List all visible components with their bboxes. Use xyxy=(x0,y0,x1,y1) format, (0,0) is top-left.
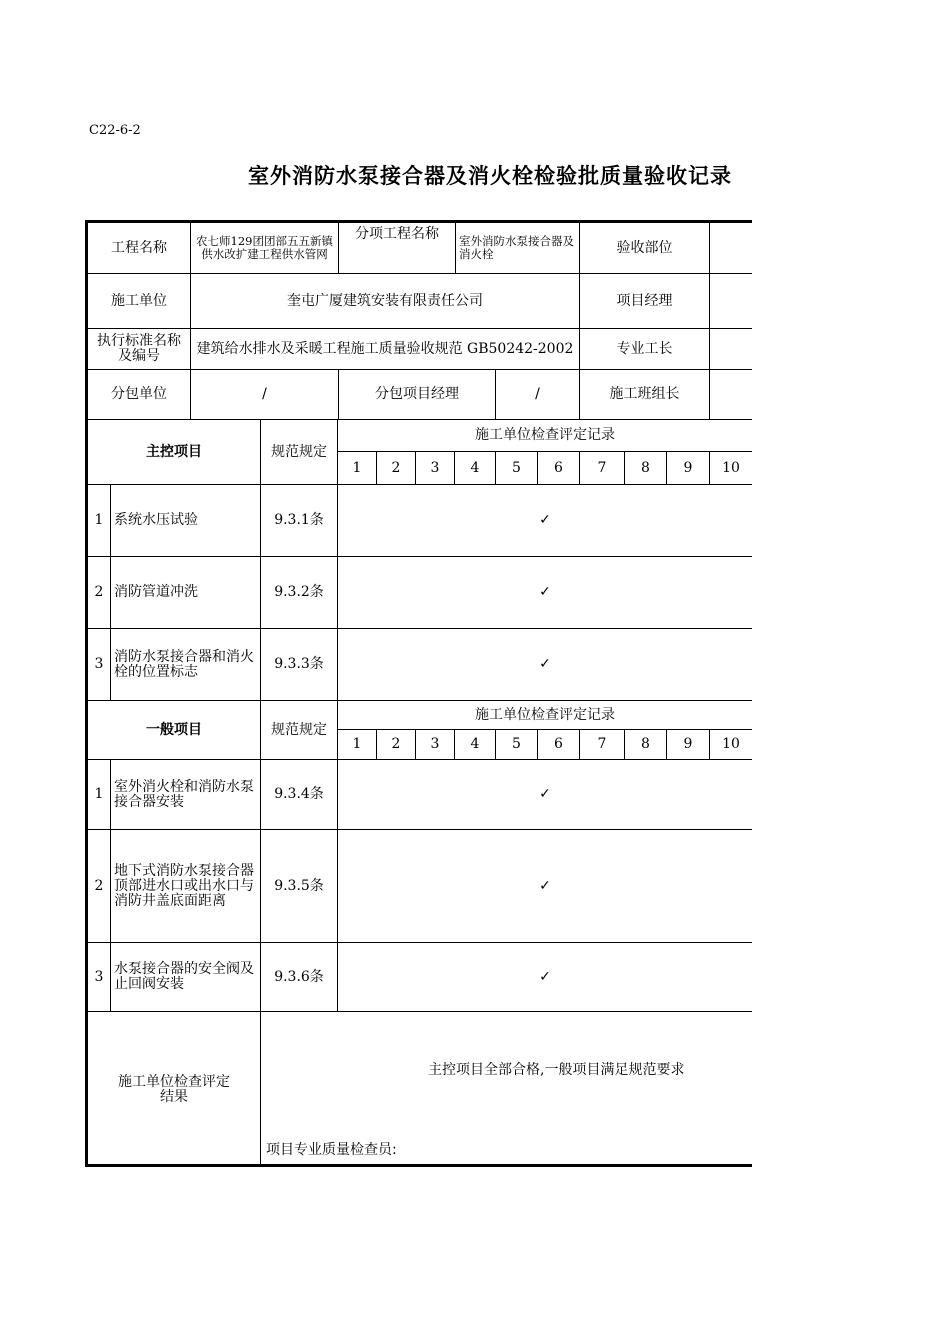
main-control-spec-label: 规范规定 xyxy=(261,420,338,485)
project-manager-label: 项目经理 xyxy=(580,274,710,329)
general-col-6: 6 xyxy=(538,730,580,760)
main-col-9: 9 xyxy=(667,452,710,485)
general-item-1-no: 1 xyxy=(88,760,111,830)
main-item-1-check: ✓ xyxy=(338,485,752,557)
general-col-9: 9 xyxy=(667,730,710,760)
main-col-7: 7 xyxy=(580,452,625,485)
main-col-8: 8 xyxy=(625,452,667,485)
general-col-5: 5 xyxy=(496,730,538,760)
sub-manager-label: 分包项目经理 xyxy=(339,370,496,420)
general-item-3-no: 3 xyxy=(88,943,111,1012)
general-col-8: 8 xyxy=(625,730,667,760)
main-item-1-no: 1 xyxy=(88,485,111,557)
document-code: C22-6-2 xyxy=(89,123,141,138)
main-item-1-name: 系统水压试验 xyxy=(111,485,261,557)
main-col-10: 10 xyxy=(710,452,752,485)
general-col-2: 2 xyxy=(377,730,416,760)
main-col-1: 1 xyxy=(338,452,377,485)
main-item-3-name: 消防水泵接合器和消火栓的位置标志 xyxy=(111,629,261,701)
general-item-2-check: ✓ xyxy=(338,830,752,943)
general-spec-label: 规范规定 xyxy=(261,701,338,760)
main-control-section-label: 主控项目 xyxy=(88,420,261,485)
main-col-3: 3 xyxy=(416,452,455,485)
standard-label: 执行标准名称及编号 xyxy=(88,329,191,370)
main-control-record-label: 施工单位检查评定记录 xyxy=(338,420,752,452)
general-item-2-no: 2 xyxy=(88,830,111,943)
general-item-3-spec: 9.3.6条 xyxy=(261,943,338,1012)
project-name-label: 工程名称 xyxy=(88,223,191,274)
main-col-4: 4 xyxy=(455,452,496,485)
main-item-2-name: 消防管道冲洗 xyxy=(111,557,261,629)
subcontractor-value: / xyxy=(191,370,339,420)
team-leader-value xyxy=(710,370,752,420)
subproject-label: 分项工程名称 xyxy=(339,223,456,274)
general-col-7: 7 xyxy=(580,730,625,760)
foreman-value xyxy=(710,329,752,370)
subcontractor-label: 分包单位 xyxy=(88,370,191,420)
inspection-form xyxy=(85,220,752,1167)
sub-manager-value: / xyxy=(496,370,580,420)
main-col-2: 2 xyxy=(377,452,416,485)
general-section-label: 一般项目 xyxy=(88,701,261,760)
general-item-3-name: 水泵接合器的安全阀及止回阀安装 xyxy=(111,943,261,1012)
general-item-3-check: ✓ xyxy=(338,943,752,1012)
general-col-4: 4 xyxy=(455,730,496,760)
construction-unit-label: 施工单位 xyxy=(88,274,191,329)
general-item-2-name: 地下式消防水泵接合器顶部进水口或出水口与消防井盖底面距离 xyxy=(111,830,261,943)
acceptance-part-label: 验收部位 xyxy=(580,223,710,274)
general-col-3: 3 xyxy=(416,730,455,760)
inspector-label: 项目专业质量检查员: xyxy=(266,1142,397,1158)
main-col-6: 6 xyxy=(538,452,580,485)
foreman-label: 专业工长 xyxy=(580,329,710,370)
construction-unit-value: 奎屯广厦建筑安装有限责任公司 xyxy=(191,274,580,329)
general-item-2-spec: 9.3.5条 xyxy=(261,830,338,943)
result-text: 主控项目全部合格,一般项目满足规范要求 xyxy=(428,1062,685,1078)
project-name-value: 农七师129团团部五五新镇供水改扩建工程供水管网 xyxy=(191,223,339,274)
general-item-1-check: ✓ xyxy=(338,760,752,830)
general-record-label: 施工单位检查评定记录 xyxy=(338,701,752,730)
standard-value: 建筑给水排水及采暖工程施工质量验收规范 GB50242-2002 xyxy=(191,329,580,370)
main-item-3-no: 3 xyxy=(88,629,111,701)
project-manager-value xyxy=(710,274,752,329)
general-item-1-spec: 9.3.4条 xyxy=(261,760,338,830)
main-item-2-no: 2 xyxy=(88,557,111,629)
main-item-3-check: ✓ xyxy=(338,629,752,701)
page-title: 室外消防水泵接合器及消火栓检验批质量验收记录 xyxy=(248,164,732,188)
main-item-3-spec: 9.3.3条 xyxy=(261,629,338,701)
subproject-value: 室外消防水泵接合器及消火栓 xyxy=(456,223,580,274)
main-item-2-check: ✓ xyxy=(338,557,752,629)
main-col-5: 5 xyxy=(496,452,538,485)
team-leader-label: 施工班组长 xyxy=(580,370,710,420)
general-col-1: 1 xyxy=(338,730,377,760)
general-item-1-name: 室外消火栓和消防水泵接合器安装 xyxy=(111,760,261,830)
general-col-10: 10 xyxy=(710,730,752,760)
main-item-1-spec: 9.3.1条 xyxy=(261,485,338,557)
main-item-2-spec: 9.3.2条 xyxy=(261,557,338,629)
acceptance-part-value xyxy=(710,223,752,274)
result-label: 施工单位检查评定结果 xyxy=(88,1012,261,1167)
